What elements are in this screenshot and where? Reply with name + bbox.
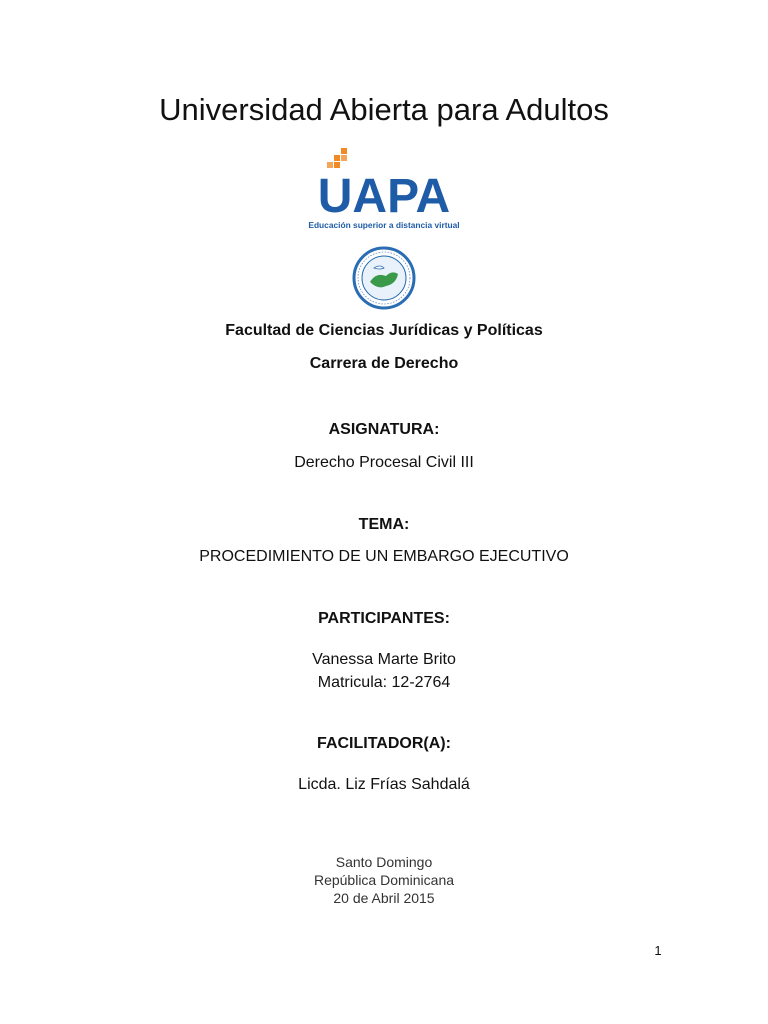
topic-value: PROCEDIMIENTO DE UN EMBARGO EJECUTIVO xyxy=(199,548,569,565)
career-name: Carrera de Derecho xyxy=(309,355,459,372)
facilitator-name: Licda. Liz Frías Sahdalá xyxy=(298,776,470,793)
topic-label: TEMA: xyxy=(358,516,410,533)
facilitator-label: FACILITADOR(A): xyxy=(317,735,451,752)
page-number: 1 xyxy=(654,943,662,958)
page-title: Universidad Abierta para Adultos xyxy=(159,92,609,127)
participant-id: Matricula: 12-2764 xyxy=(317,674,451,691)
participants-label: PARTICIPANTES: xyxy=(318,610,450,627)
faculty-name: Facultad de Ciencias Jurídicas y Políticas xyxy=(225,322,543,339)
subject-label: ASIGNATURA: xyxy=(328,421,440,438)
participant-name: Vanessa Marte Brito xyxy=(312,651,456,668)
uapa-logo xyxy=(304,146,464,236)
logo-wordmark: UAPA xyxy=(317,170,451,223)
footer-city: Santo Domingo xyxy=(335,854,433,870)
footer-date: 20 de Abril 2015 xyxy=(333,890,435,906)
logo-tagline: Educación superior a distancia virtual xyxy=(308,220,460,230)
footer-country: República Dominicana xyxy=(313,872,455,888)
university-seal-icon xyxy=(352,246,416,310)
subject-value: Derecho Procesal Civil III xyxy=(294,454,474,471)
